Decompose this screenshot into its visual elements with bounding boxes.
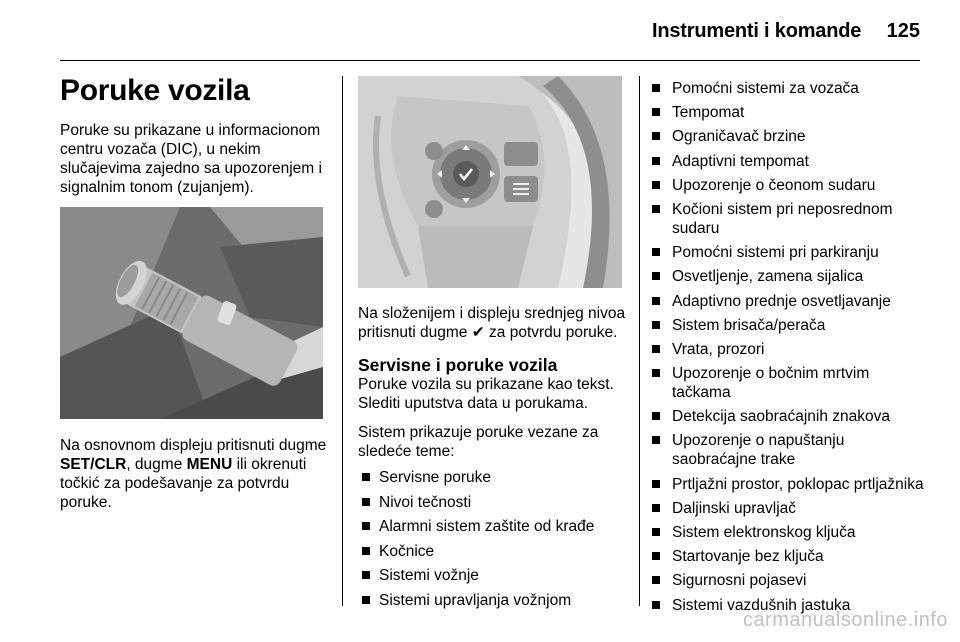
list-item: Vrata, prozori: [650, 340, 930, 359]
set-clr-button-label: SET/CLR: [60, 456, 127, 473]
watermark: carmanualsonline.info: [742, 609, 948, 631]
bullet-square-icon: [652, 601, 660, 609]
bullet-square-icon: [652, 436, 660, 444]
bullet-square-icon: [652, 576, 660, 584]
list-item: Nivoi tečnosti: [358, 493, 626, 512]
section-title: Poruke vozila: [60, 74, 250, 107]
bullet-square-icon: [652, 132, 660, 140]
list-item: Ograničavač brzine: [650, 127, 930, 146]
column-middle: [358, 76, 626, 615]
list-item: Sistemi vožnje: [358, 566, 626, 585]
bullet-square-icon: [652, 345, 660, 353]
list-item: Adaptivno prednje osvetljavanje: [650, 292, 930, 311]
bullet-square-icon: [362, 547, 370, 555]
menu-button-label: MENU: [186, 456, 233, 473]
bullet-square-icon: [652, 297, 660, 305]
fig1-caption: Na osnovnom displeju pritisnuti dugme SET/CLR, dugme MENU ili okrenuti točkić za podešavanje za potvrdu poruke.: [60, 437, 327, 511]
list-item: Osvetljenje, zamena sijalica: [650, 267, 930, 286]
bullet-square-icon: [362, 498, 370, 506]
bullet-square-icon: [362, 571, 370, 579]
column-left: [60, 74, 330, 522]
header-rule: [60, 60, 920, 61]
list-item: Sistemi vazdušnih jastuka: [650, 596, 930, 615]
column-divider: [342, 76, 343, 606]
list-item: Sistem brisača/perača: [650, 316, 930, 335]
bullet-square-icon: [652, 248, 660, 256]
page-header: [60, 20, 920, 44]
list-item: Kočioni sistem pri neposrednom sudaru: [650, 200, 930, 238]
list-item: Pomoćni sistemi pri parkiranju: [650, 243, 930, 262]
topics-list-right: [650, 79, 930, 615]
service-paragraph-2: Sistem prikazuje poruke vezane za sledeće teme:: [358, 424, 599, 460]
bullet-square-icon: [652, 504, 660, 512]
list-item: Kočnice: [358, 542, 626, 561]
bullet-square-icon: [652, 108, 660, 116]
topics-list-middle: [358, 468, 626, 610]
list-item: Adaptivni tempomat: [650, 152, 930, 171]
bullet-square-icon: [652, 480, 660, 488]
list-item: Pomoćni sistemi za vozača: [650, 79, 930, 98]
bullet-square-icon: [652, 272, 660, 280]
list-item: Upozorenje o čeonom sudaru: [650, 176, 930, 195]
list-item: Detekcija saobraćajnih znakova: [650, 407, 930, 426]
header-title: Instrumenti i komande: [652, 20, 862, 42]
list-item: Startovanje bez ključa: [650, 547, 930, 566]
bullet-square-icon: [652, 157, 660, 165]
list-item: Alarmni sistem zaštite od krađe: [358, 517, 626, 536]
service-paragraph-1: Poruke vozila su prikazane kao tekst. Slediti uputstva data u porukama.: [358, 376, 614, 412]
steering-wheel-illustration: [358, 76, 622, 288]
bullet-square-icon: [652, 528, 660, 536]
column-right: [650, 79, 930, 620]
bullet-square-icon: [362, 522, 370, 530]
page-number: 125: [886, 20, 920, 42]
fig2-caption: Na složenijem i displeju srednjeg nivoa pritisnuti dugme ✔ za potvrdu poruke.: [358, 305, 626, 341]
list-item: Daljinski upravljač: [650, 499, 930, 518]
check-icon: ✔: [471, 324, 485, 341]
list-item: Sigurnosni pojasevi: [650, 571, 930, 590]
stalk-illustration: [60, 207, 323, 419]
list-item: Prtljažni prostor, poklopac prtljažnika: [650, 475, 930, 494]
list-item: Tempomat: [650, 103, 930, 122]
column-divider: [639, 76, 640, 606]
list-item: Upozorenje o bočnim mrtvim tačkama: [650, 364, 930, 402]
bullet-square-icon: [652, 552, 660, 560]
list-item: Servisne poruke: [358, 468, 626, 487]
stalk-control-figure: [60, 207, 323, 419]
bullet-square-icon: [652, 369, 660, 377]
list-item: Upozorenje o napuštanju saobraćajne trake: [650, 431, 930, 469]
bullet-square-icon: [652, 412, 660, 420]
bullet-square-icon: [652, 84, 660, 92]
list-item: Sistemi upravljanja vožnjom: [358, 591, 626, 610]
bullet-square-icon: [652, 181, 660, 189]
steering-wheel-figure: [358, 76, 622, 288]
bullet-square-icon: [362, 596, 370, 604]
bullet-square-icon: [652, 321, 660, 329]
list-item: Sistem elektronskog ključa: [650, 523, 930, 542]
subsection-title: Servisne i poruke vozila: [358, 355, 558, 375]
bullet-square-icon: [362, 473, 370, 481]
intro-paragraph: Poruke su prikazane u informacionom centru vozača (DIC), u nekim slučajevima zajedno sa upozorenjem i signalnim tonom (zujanjem).: [60, 122, 322, 196]
bullet-square-icon: [652, 205, 660, 213]
